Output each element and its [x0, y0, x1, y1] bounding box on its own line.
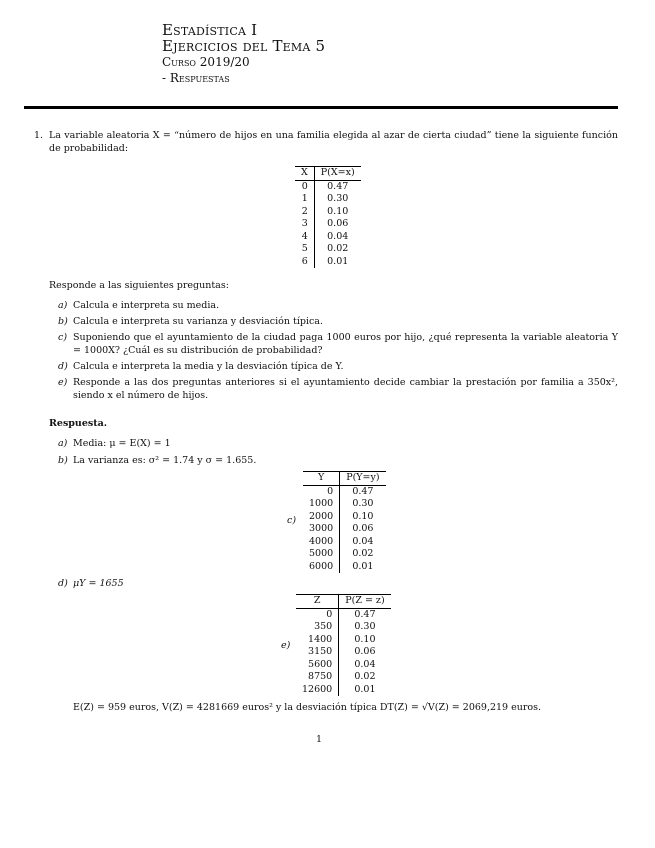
table-x-row — [295, 218, 361, 231]
table-y-value-cell: 6000 — [303, 561, 340, 574]
header-rule — [24, 106, 618, 109]
table-z-row — [296, 684, 391, 697]
table-y-probability-cell: 0.10 — [352, 510, 374, 522]
table-z-row — [296, 621, 391, 634]
answer-label-b: b) — [58, 455, 68, 466]
probability-table-y — [303, 471, 386, 573]
table-z-probability-cell: 0.30 — [354, 621, 376, 632]
answer-label-c: c) — [287, 515, 297, 526]
table-z-row — [296, 659, 391, 672]
document-header — [162, 22, 325, 86]
table-y-probability-cell: 0.01 — [352, 560, 374, 572]
answers-label: - Respuestas — [162, 71, 230, 85]
answer-label-a: a) — [58, 438, 68, 449]
questions-prompt: Responde a las siguientes preguntas: — [49, 280, 229, 291]
question-label: a) — [58, 300, 68, 311]
table-x-probability-cell: 0.01 — [327, 255, 349, 267]
table-y-row — [303, 485, 386, 498]
table-x-value-cell: 3 — [295, 218, 314, 231]
probability-table-x — [295, 166, 361, 268]
table-x-row — [295, 193, 361, 206]
table-x-row — [295, 231, 361, 244]
question-label: e) — [58, 377, 68, 388]
table-x-value-cell: 0 — [295, 180, 314, 193]
table-y-header-p: P(Y=y) — [340, 472, 386, 486]
exercise-statement: La variable aleatoria X = “número de hijos en una familia elegida al azar de cierta ciudad” tiene la siguiente función de probabilidad: — [49, 130, 618, 154]
question-label: c) — [58, 332, 68, 343]
table-x-row — [295, 243, 361, 256]
table-x-value-cell: 5 — [295, 243, 314, 256]
table-z-value-cell: 3150 — [296, 646, 339, 659]
question-text: Suponiendo que el ayuntamiento de la ciudad paga 1000 euros por hijo, ¿qué representa la variable aleatoria Y = 1000X? ¿Cuál es su distribución de probabilidad? — [73, 332, 618, 356]
answer-d: μY = 1655 — [73, 578, 124, 589]
table-z-value-cell: 0 — [296, 608, 339, 621]
table-y-value-cell: 5000 — [303, 548, 340, 561]
table-x-probability-cell: 0.30 — [327, 193, 349, 204]
table-y-value-cell: 0 — [303, 485, 340, 498]
table-x-probability-cell: 0.02 — [327, 243, 349, 254]
table-x-probability-cell: 0.47 — [327, 180, 349, 192]
probability-table-z — [296, 594, 391, 696]
table-z-row — [296, 608, 391, 621]
table-z-header-z: Z — [296, 595, 339, 609]
table-z-value-cell: 5600 — [296, 659, 339, 672]
table-z-value-cell: 1400 — [296, 634, 339, 647]
table-y-probability-cell: 0.02 — [352, 548, 374, 559]
exercise-number: 1. — [34, 130, 44, 141]
table-z-value-cell: 8750 — [296, 671, 339, 684]
table-z-value-cell: 12600 — [296, 684, 339, 697]
table-y-row — [303, 548, 386, 561]
question-label: d) — [58, 361, 68, 372]
table-x-probability-cell: 0.04 — [327, 230, 349, 242]
table-y-value-cell: 3000 — [303, 523, 340, 536]
course-label: Curso 2019/20 — [162, 55, 250, 69]
table-z-probability-cell: 0.06 — [354, 646, 376, 657]
table-y-probability-cell: 0.04 — [352, 535, 374, 547]
document-title: Estadística I — [162, 21, 258, 39]
page-number: 1 — [316, 734, 323, 745]
table-x-header-p: P(X=x) — [314, 167, 360, 181]
table-y-header-y: Y — [303, 472, 340, 486]
table-x-row — [295, 206, 361, 219]
table-x-row — [295, 256, 361, 269]
table-x-value-cell: 6 — [295, 256, 314, 269]
table-y-probability-cell: 0.30 — [352, 498, 374, 509]
table-z-value-cell: 350 — [296, 621, 339, 634]
answer-e-summary: E(Z) = 959 euros, V(Z) = 4281669 euros² y la desviación típica DT(Z) = √V(Z) = 2069,219 euros. — [73, 702, 542, 713]
table-x-value-cell: 1 — [295, 193, 314, 206]
table-y-probability-cell: 0.06 — [352, 523, 374, 534]
table-z-probability-cell: 0.01 — [354, 683, 376, 695]
table-z-probability-cell: 0.02 — [354, 671, 376, 682]
table-y-row — [303, 498, 386, 511]
table-z-row — [296, 646, 391, 659]
table-x-probability-cell: 0.06 — [327, 218, 349, 229]
table-z-row — [296, 634, 391, 647]
table-x-probability-cell: 0.10 — [327, 205, 349, 217]
table-x-header-x: X — [295, 167, 314, 181]
question-text: Calcula e interpreta la media y la desviación típica de Y. — [73, 361, 344, 372]
question-text: Calcula e interpreta su media. — [73, 300, 220, 311]
table-z-probability-cell: 0.04 — [354, 658, 376, 670]
table-y-value-cell: 4000 — [303, 536, 340, 549]
answer-label-e: e) — [281, 640, 291, 651]
table-y-row — [303, 536, 386, 549]
question-label: b) — [58, 316, 68, 327]
answer-a: Media: μ = E(X) = 1 — [73, 438, 171, 449]
table-z-probability-cell: 0.47 — [354, 608, 376, 620]
table-y-row — [303, 523, 386, 536]
document-subtitle: Ejercicios del Tema 5 — [162, 37, 326, 55]
table-y-row — [303, 511, 386, 524]
table-z-header-p: P(Z = z) — [339, 595, 391, 609]
table-x-value-cell: 4 — [295, 231, 314, 244]
table-y-value-cell: 2000 — [303, 511, 340, 524]
table-y-value-cell: 1000 — [303, 498, 340, 511]
table-z-row — [296, 671, 391, 684]
table-x-value-cell: 2 — [295, 206, 314, 219]
table-y-probability-cell: 0.47 — [352, 485, 374, 497]
question-text: Responde a las dos preguntas anteriores si el ayuntamiento decide cambiar la prestación por familia a 350x², siendo x el número de hijos. — [73, 377, 618, 401]
answer-label-d: d) — [58, 578, 68, 589]
table-y-row — [303, 561, 386, 574]
table-z-probability-cell: 0.10 — [354, 633, 376, 645]
table-x-row — [295, 180, 361, 193]
answer-b: La varianza es: σ² = 1.74 y σ = 1.655. — [73, 455, 257, 466]
answer-heading: Respuesta. — [49, 418, 108, 429]
question-text: Calcula e interpreta su varianza y desviación típica. — [73, 316, 323, 327]
